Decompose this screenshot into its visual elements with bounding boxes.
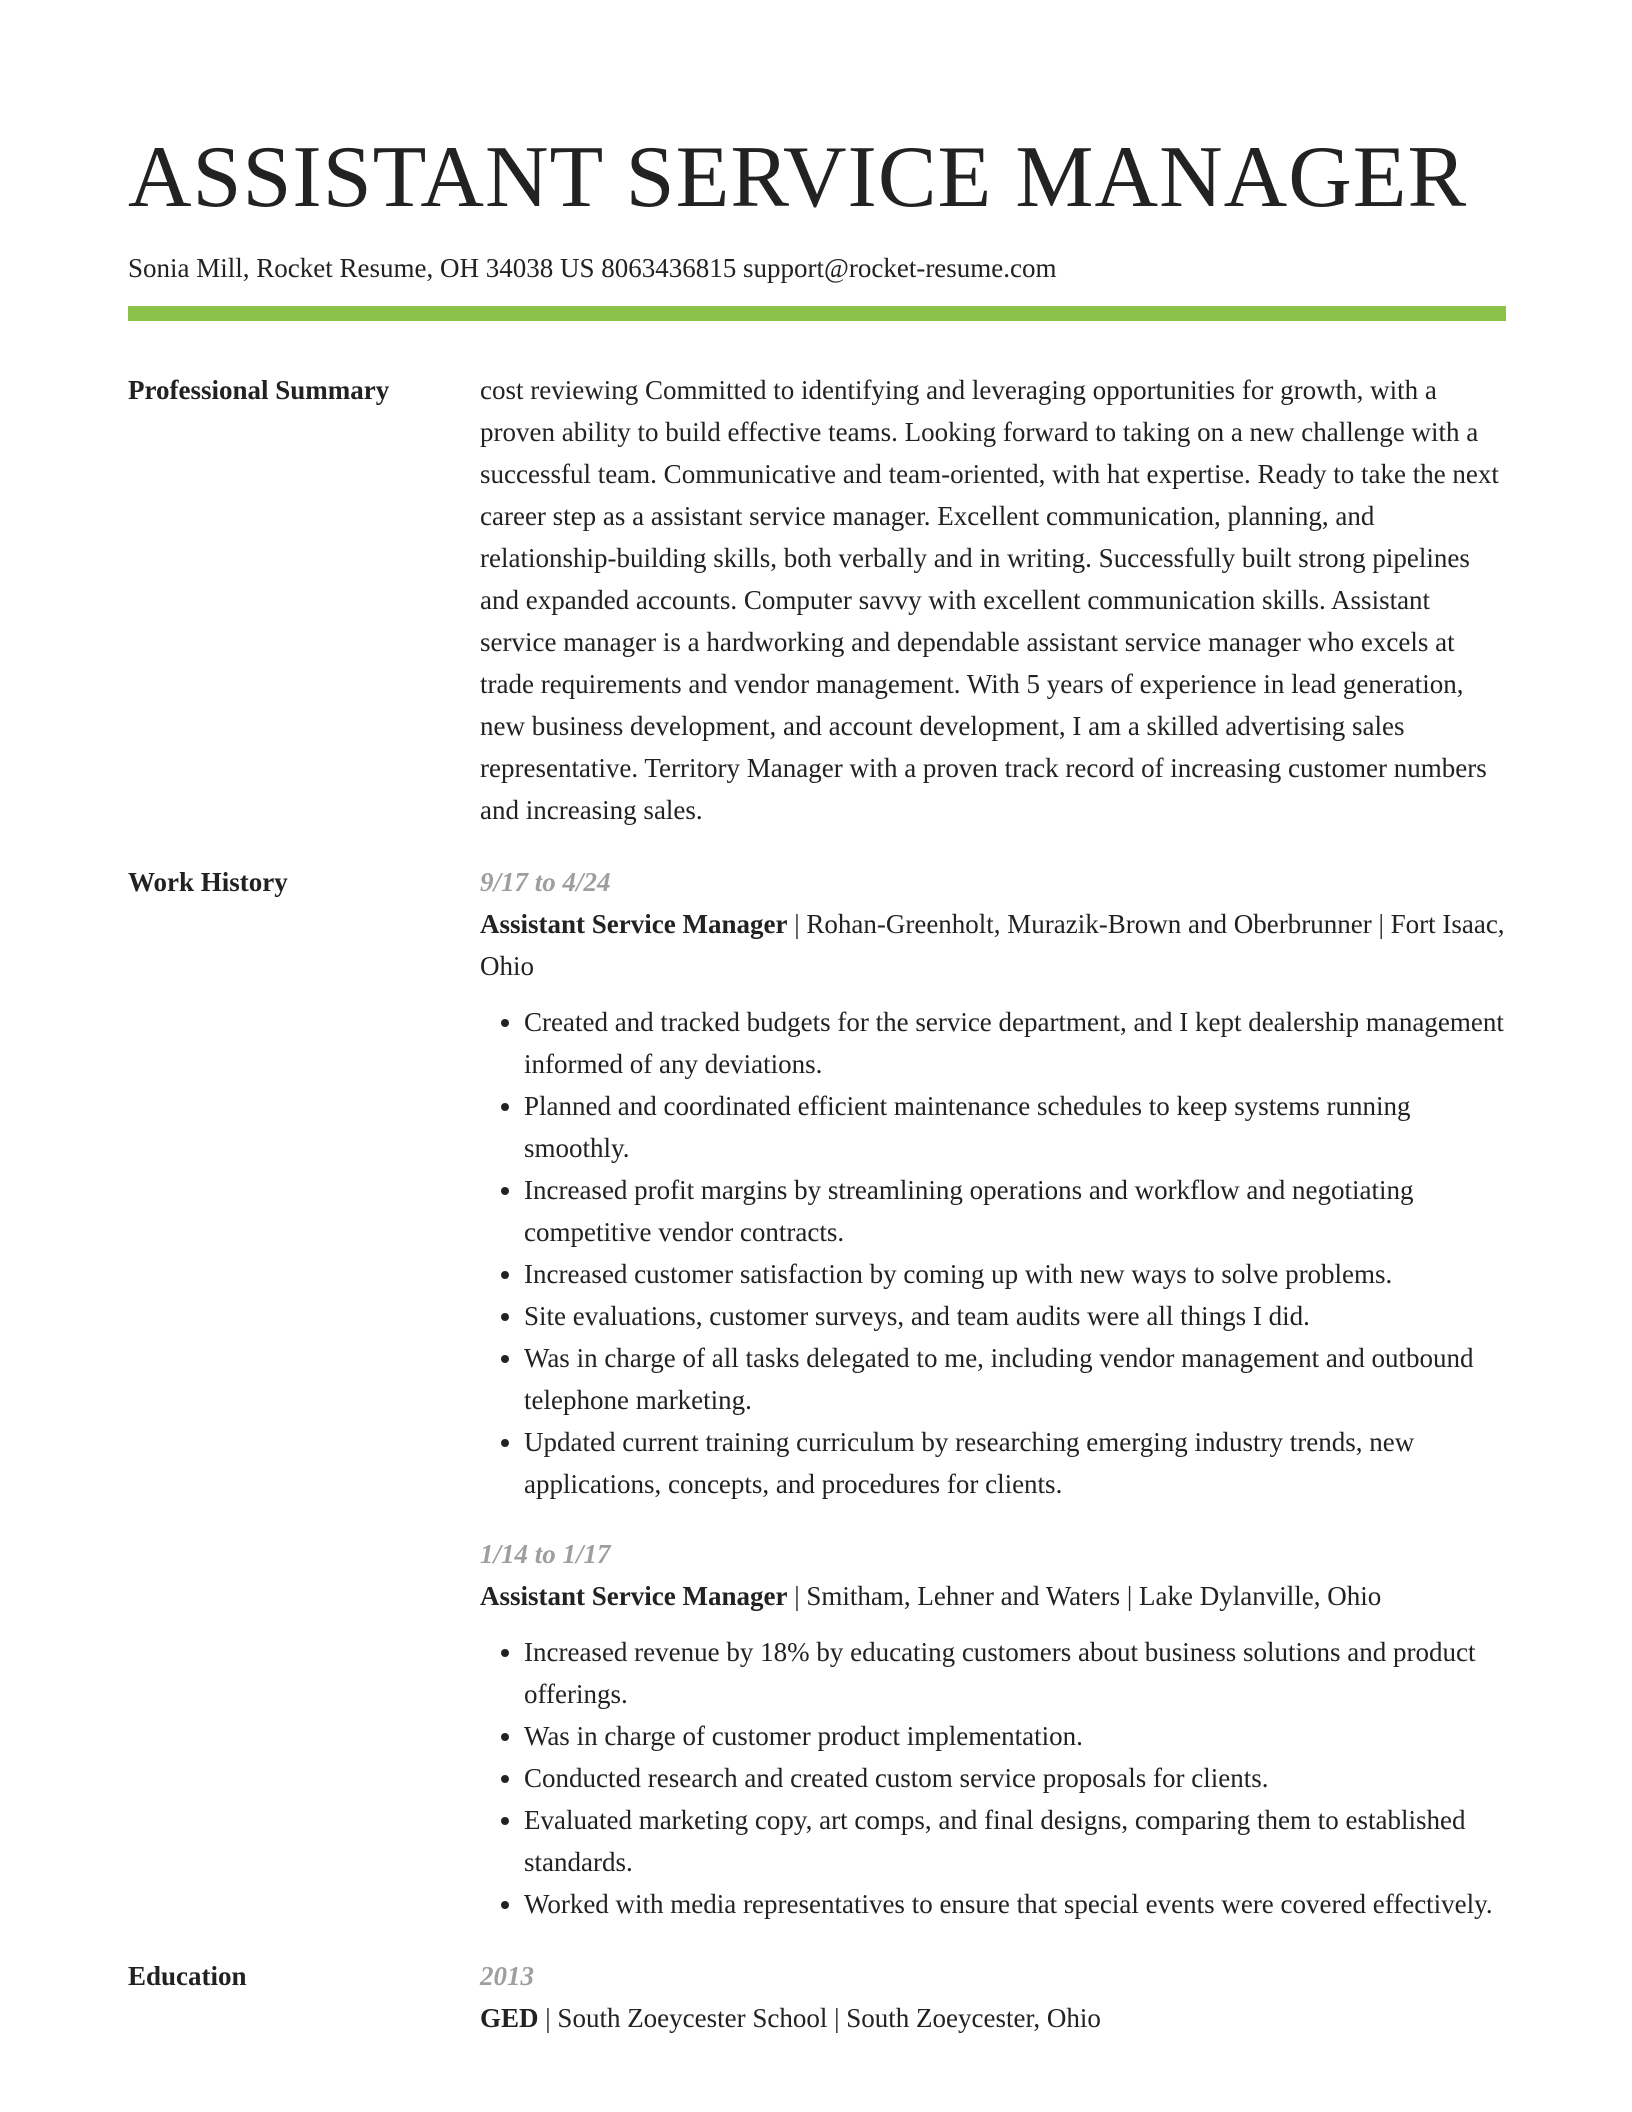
job-company: | Smitham, Lehner and Waters	[787, 1581, 1120, 1611]
summary-section	[128, 369, 1506, 831]
list-item: • Increased revenue by 18% by educating customers about business solutions and product offerings.	[524, 1631, 1506, 1715]
education-entry	[480, 1997, 1506, 2039]
resume-title: ASSISTANT SERVICE MANAGER	[128, 129, 1468, 226]
list-item: • Planned and coordinated efficient maintenance schedules to keep systems running smoothly.	[524, 1085, 1506, 1169]
job-dates: 9/17 to 4/24	[480, 867, 611, 897]
list-item: • Evaluated marketing copy, art comps, and final designs, comparing them to established standards.	[524, 1799, 1506, 1883]
contact-name: Sonia Mill,	[128, 253, 250, 283]
summary-heading: Professional Summary	[128, 375, 390, 405]
accent-divider	[128, 306, 1506, 321]
education-section	[128, 1955, 1506, 2039]
education-heading: Education	[128, 1961, 247, 1991]
work-history-heading: Work History	[128, 867, 288, 897]
contact-phone: 8063436815	[601, 253, 737, 283]
list-item: • Site evaluations, customer surveys, and team audits were all things I did.	[524, 1295, 1506, 1337]
list-item: • Increased customer satisfaction by coming up with new ways to solve problems.	[524, 1253, 1506, 1295]
contact-line	[128, 250, 1506, 286]
list-item: • Conducted research and created custom service proposals for clients.	[524, 1757, 1506, 1799]
job-bullets	[480, 1631, 1506, 1925]
job-header	[480, 1575, 1506, 1617]
contact-state-zip: OH 34038	[439, 253, 554, 283]
education-school: | South Zoeycester School	[539, 2003, 828, 2033]
list-item: • Was in charge of customer product implementation.	[524, 1715, 1506, 1757]
job-title: Assistant Service Manager	[480, 909, 788, 939]
job-header	[480, 903, 1506, 987]
contact-country: US	[559, 253, 595, 283]
job-dates: 1/14 to 1/17	[480, 1539, 611, 1569]
job-title: Assistant Service Manager	[480, 1581, 788, 1611]
contact-city: Rocket Resume,	[256, 253, 434, 283]
education-location: | South Zoeycester, Ohio	[827, 2003, 1101, 2033]
job-entry	[480, 1533, 1506, 1925]
contact-email: support@rocket-resume.com	[743, 253, 1057, 283]
list-item: • Was in charge of all tasks delegated to me, including vendor management and outbound telephone marketing.	[524, 1337, 1506, 1421]
education-degree: GED	[480, 2003, 539, 2033]
work-history-section	[128, 861, 1506, 1925]
job-location: | Lake Dylanville, Ohio	[1120, 1581, 1381, 1611]
summary-text: cost reviewing Committed to identifying and leveraging opportunities for growth, with a proven ability to build effective teams. Looking forward to taking on a new challenge with a successful team. Communicative and team-oriented, with hat expertise. Ready to take the next career step as a assistant service manager. Excellent communication, planning, and relationship-building skills, both verbally and in writing. Successfully built strong pipelines and expanded accounts. Computer savvy with excellent communication skills. Assistant service manager is a hardworking and dependable assistant service manager who excels at trade requirements and vendor management. With 5 years of experience in lead generation, new business development, and account development, I am a skilled advertising sales representative. Territory Manager with a proven track record of increasing customer numbers and increasing sales.	[480, 375, 1499, 825]
job-entry	[480, 861, 1506, 1505]
job-bullets	[480, 1001, 1506, 1505]
education-date: 2013	[480, 1961, 534, 1991]
list-item: • Created and tracked budgets for the service department, and I kept dealership management informed of any deviations.	[524, 1001, 1506, 1085]
list-item: • Increased profit margins by streamlining operations and workflow and negotiating competitive vendor contracts.	[524, 1169, 1506, 1253]
list-item: • Updated current training curriculum by researching emerging industry trends, new applications, concepts, and procedures for clients.	[524, 1421, 1506, 1505]
list-item: • Worked with media representatives to ensure that special events were covered effectively.	[524, 1883, 1506, 1925]
job-company: | Rohan-Greenholt, Murazik-Brown and Oberbrunner	[787, 909, 1371, 939]
job-location: | Fort Isaac, Ohio	[480, 909, 1505, 981]
